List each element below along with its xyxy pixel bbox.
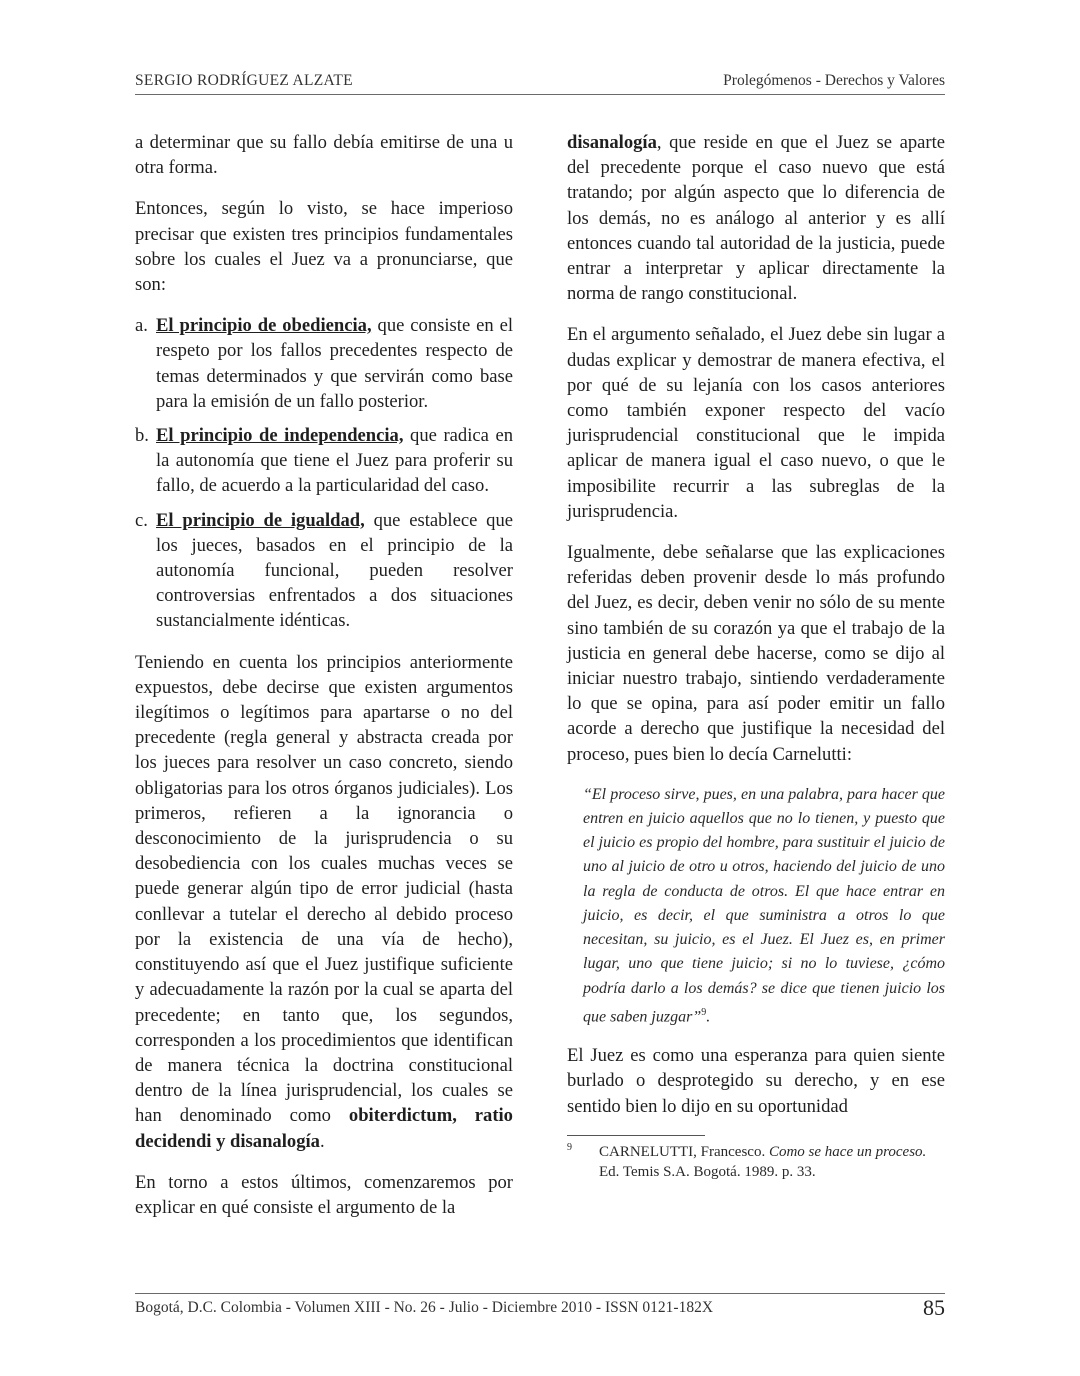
list-marker: c.	[135, 509, 148, 531]
principle-text: que radica en la autonomía que tiene el Juez para proferir su fallo, de acuerdo a la particularidad del caso.	[156, 425, 513, 497]
footer-issue-info: Bogotá, D.C. Colombia - Volumen XIII - No. 26 - Julio - Diciembre 2010 - ISSN 0121-182X	[135, 1299, 714, 1316]
quote-end: .	[706, 1008, 711, 1026]
paragraph-end: .	[319, 1130, 325, 1152]
paragraph-text: , que reside en que el Juez se aparte del precedente porque el caso nuevo que está tratando; por algún aspecto que lo diferencia de los demás, no es análogo al anterior y es allí entonces cuando tal autoridad de la justicia, puede entrar a interpretar y aplicar directamente la norma de rango constitucional.	[567, 132, 945, 305]
header-running-title: Prolegómenos - Derechos y Valores	[723, 72, 945, 89]
paragraph: En el argumento señalado, el Juez debe sin lugar a dudas explicar y demostrar de manera efectiva, el por qué de su lejanía con los casos anteriores como también exponer respecto del vacío jurisprudencial constitucional que le impida aplicar de manera igual el caso nuevo, o que le imposibilite recurrir a las subreglas de la jurisprudencia.	[567, 324, 945, 522]
left-column	[135, 130, 513, 1236]
footnote-title: Como se hace un proceso.	[768, 1143, 927, 1160]
bold-term: disanalogía	[567, 132, 657, 153]
footnote-rest: Ed. Temis S.A. Bogotá. 1989. p. 33.	[599, 1163, 816, 1180]
paragraph-text: Teniendo en cuenta los principios anteriormente expuestos, debe decirse que existen argumentos ilegítimos o legítimos para apartarse o no del precedente (regla general y abstracta creada por los jueces para resolver un caso concreto, siendo obligatorias para los otros órganos judiciales). Los primeros, refieren a la ignorancia o desconocimiento de la jurisprudencia o su desobediencia con los cuales muchas veces se puede generar algún tipo de error judicial (hasta conllevar a tutelar el derecho al debido proceso por la existencia de una vía de hecho), constituyendo así que el Juez justifique suficiente y adecuadamente la razón por la cual se aparta del precedente; en tanto que, los segundos, corresponden a los procedimientos que identifican de manera técnica la doctrina constitucional dentro de la línea jurisprudencial, los cuales se han denominado como	[135, 651, 513, 1127]
paragraph: El Juez es como una esperanza para quien siente burlado o desprotegido su derecho, y en ese sentido bien lo dijo en su oportunidad	[567, 1045, 945, 1117]
paragraph	[567, 130, 945, 306]
block-quote	[583, 783, 945, 1029]
header-author: SERGIO RODRÍGUEZ ALZATE	[135, 72, 353, 89]
principle-text: que consiste en el respeto por los fallos precedentes respecto de temas determinados y que servirán como base para la emisión de un fallo posterior.	[156, 315, 514, 412]
list-item	[135, 508, 513, 634]
paragraph: a determinar que su fallo debía emitirse de una u otra forma.	[135, 132, 513, 179]
footnote-divider	[567, 1135, 705, 1136]
list-item	[135, 423, 513, 499]
footnote-ref: 9	[701, 1006, 707, 1018]
bold-terms: obiterdictum, ratio decidendi y disanalogía	[135, 1105, 513, 1152]
principle-term: El principio de independencia,	[156, 425, 404, 447]
running-header	[135, 70, 945, 95]
paragraph: Entonces, según lo visto, se hace imperioso precisar que existen tres principios fundamentales sobre los cuales el Juez va a pronunciarse, que son:	[135, 198, 513, 296]
right-column	[567, 130, 945, 1182]
page-number: 85	[923, 1295, 945, 1320]
paragraph: Igualmente, debe señalarse que las explicaciones referidas deben provenir desde lo más profundo del Juez, es decir, deben venir no sólo de su mente sino también de su corazón ya que el trabajo de la justicia en general debe hacerse, como se dijo al iniciar nuestro trabajo, sintiendo verdaderamente lo que se opina, para así poder emitir un fallo acorde a derecho que justifique la necesidad del proceso, pues bien lo decía Carnelutti:	[567, 542, 945, 765]
quote-text: “El proceso sirve, pues, en una palabra, para hacer que entren en juicio aquellos que no lo tienen, y puesto que el juicio es propio del hombre, para sustituir el juicio de uno al juicio de otro u otros, haciendo del juicio de uno la regla de conducta de otros. El que hace entrar en juicio, es decir, el que suministra a otros lo que necesitan, su juicio, es el Juez. El Juez es, en primer lugar, uno que tiene juicio; si no lo tuviese, ¿cómo podría darlo a los demás? se dice que tienen juicio los que saben juzgar”	[583, 785, 945, 1026]
footnote-number: 9	[567, 1141, 572, 1153]
principle-term: El principio de obediencia,	[156, 315, 372, 337]
paragraph: En torno a estos últimos, comenzaremos por explicar en qué consiste el argumento de la	[135, 1171, 513, 1218]
running-footer	[135, 1293, 945, 1324]
list-marker: a.	[135, 315, 148, 337]
principle-text: que establece que los jueces, basados en el principio de la autonomía funcional, pueden resolver controversias enfrentados a dos situaciones sustancialmente idénticas.	[156, 509, 513, 632]
list-item	[135, 313, 513, 414]
paragraph	[135, 650, 513, 1154]
footnote-author: CARNELUTTI, Francesco.	[599, 1143, 769, 1160]
principle-term: El principio de igualdad,	[156, 509, 365, 531]
principles-list	[135, 313, 513, 633]
list-marker: b.	[135, 425, 149, 447]
footnote	[567, 1142, 945, 1182]
